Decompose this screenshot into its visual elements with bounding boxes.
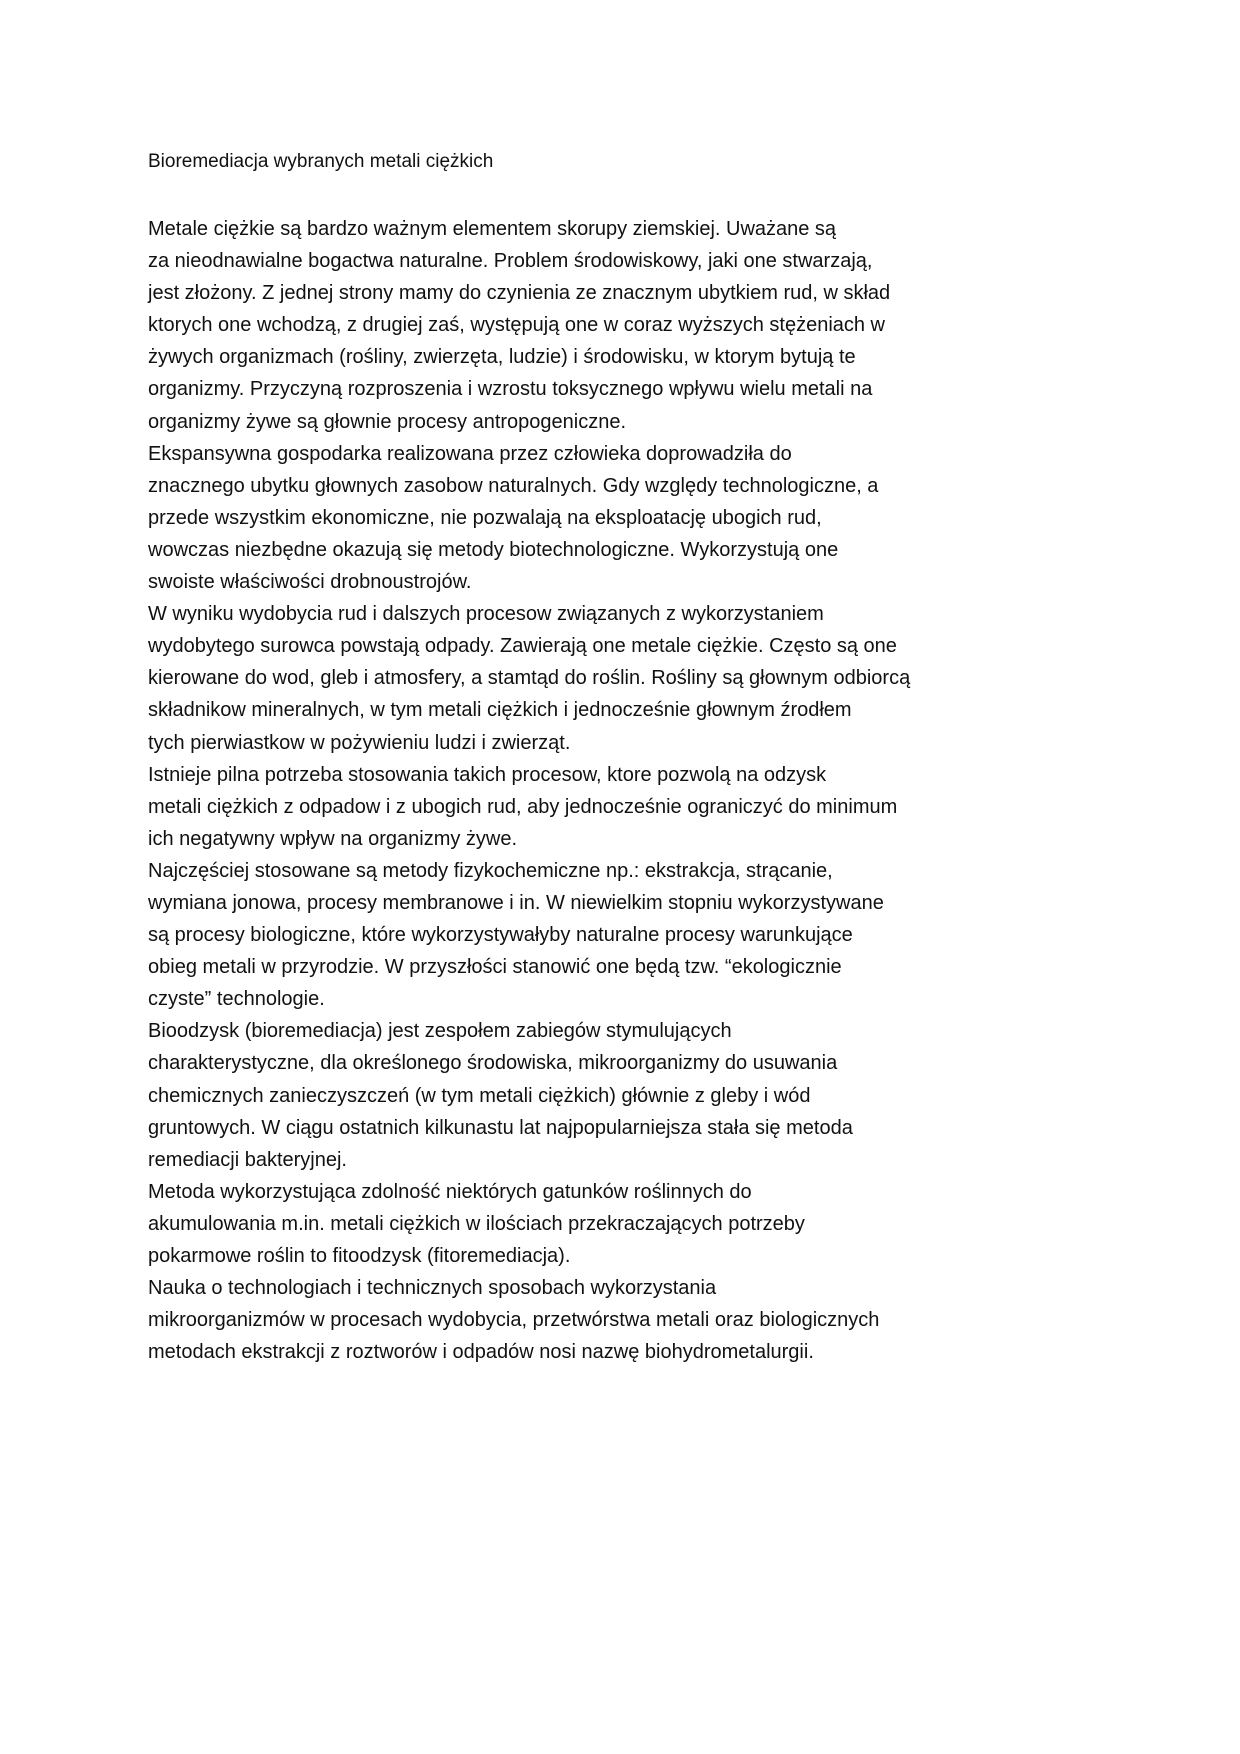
text-line: znacznego ubytku głownych zasobow naturalnych. Gdy względy technologiczne, a bbox=[148, 474, 879, 497]
text-line: ktorych one wchodzą, z drugiej zaś, występują one w coraz wyższych stężeniach w bbox=[148, 314, 886, 337]
text-line: jest złożony. Z jednej strony mamy do czynienia ze znacznym ubytkiem rud, w skład bbox=[148, 282, 891, 305]
text-line: mikroorganizmów w procesach wydobycia, przetwórstwa metali oraz biologicznych bbox=[148, 1309, 880, 1332]
text-line: Najczęściej stosowane są metody fizykochemiczne np.: ekstrakcja, strącanie, bbox=[148, 859, 833, 882]
text-line: wowczas niezbędne okazują się metody biotechnologiczne. Wykorzystują one bbox=[148, 538, 839, 561]
text-line: czyste” technologie. bbox=[148, 988, 325, 1011]
text-line: składnikow mineralnych, w tym metali ciężkich i jednocześnie głownym źrodłem bbox=[148, 699, 852, 722]
text-line: pokarmowe roślin to fitoodzysk (fitoremediacja). bbox=[148, 1245, 571, 1267]
document-body bbox=[148, 213, 1148, 1368]
text-line: Metale ciężkie są bardzo ważnym elementem skorupy ziemskiej. Uważane są bbox=[148, 218, 837, 240]
text-line: Bioodzysk (bioremediacja) jest zespołem zabiegów stymulujących bbox=[148, 1020, 732, 1043]
text-line: Nauka o technologiach i technicznych sposobach wykorzystania bbox=[148, 1277, 717, 1300]
text-line: za nieodnawialne bogactwa naturalne. Problem środowiskowy, jaki one stwarzają, bbox=[148, 250, 873, 273]
text-line: organizmy żywe są głownie procesy antropogeniczne. bbox=[148, 410, 627, 433]
text-line: akumulowania m.in. metali ciężkich w ilościach przekraczających potrzeby bbox=[148, 1212, 805, 1235]
text-line: tych pierwiastkow w pożywieniu ludzi i zwierząt. bbox=[148, 731, 571, 754]
text-line: Ekspansywna gospodarka realizowana przez człowieka doprowadziła do bbox=[148, 442, 792, 465]
text-line: gruntowych. W ciągu ostatnich kilkunastu lat najpopularniejsza stała się metoda bbox=[148, 1116, 853, 1139]
text-line: chemicznych zanieczyszczeń (w tym metali ciężkich) głównie z gleby i wód bbox=[148, 1084, 811, 1107]
text-line: charakterystyczne, dla określonego środowiska, mikroorganizmy do usuwania bbox=[148, 1052, 838, 1075]
text-line: są procesy biologiczne, które wykorzystywałyby naturalne procesy warunkujące bbox=[148, 924, 853, 947]
text-line: żywych organizmach (rośliny, zwierzęta, ludzie) i środowisku, w ktorym bytują te bbox=[148, 346, 856, 369]
text-line: obieg metali w przyrodzie. W przyszłości stanowić one będą tzw. “ekologicznie bbox=[148, 956, 842, 979]
text-line: ich negatywny wpływ na organizmy żywe. bbox=[148, 827, 518, 850]
text-line: organizmy. Przyczyną rozproszenia i wzrostu toksycznego wpływu wielu metali na bbox=[148, 378, 873, 401]
text-line: metodach ekstrakcji z roztworów i odpadów nosi nazwę biohydrometalurgii. bbox=[148, 1341, 814, 1364]
text-line: remediacji bakteryjnej. bbox=[148, 1148, 347, 1171]
text-line: Istnieje pilna potrzeba stosowania takich procesow, ktore pozwolą na odzysk bbox=[148, 763, 827, 786]
text-line: Metoda wykorzystująca zdolność niektórych gatunków roślinnych do bbox=[148, 1180, 752, 1203]
document-title: Bioremediacja wybranych metali ciężkich bbox=[148, 151, 494, 172]
text-line: przede wszystkim ekonomiczne, nie pozwalają na eksploatację ubogich rud, bbox=[148, 506, 822, 529]
text-line: kierowane do wod, gleb i atmosfery, a stamtąd do roślin. Rośliny są głownym odbiorcą bbox=[148, 667, 911, 690]
text-line: swoiste właściwości drobnoustrojów. bbox=[148, 571, 472, 594]
text-line: wymiana jonowa, procesy membranowe i in. W niewielkim stopniu wykorzystywane bbox=[148, 891, 884, 914]
text-line: metali ciężkich z odpadow i z ubogich rud, aby jednocześnie ograniczyć do minimum bbox=[148, 795, 898, 818]
text-line: W wyniku wydobycia rud i dalszych procesow związanych z wykorzystaniem bbox=[148, 603, 824, 626]
text-line: wydobytego surowca powstają odpady. Zawierają one metale ciężkie. Często są one bbox=[148, 635, 897, 658]
